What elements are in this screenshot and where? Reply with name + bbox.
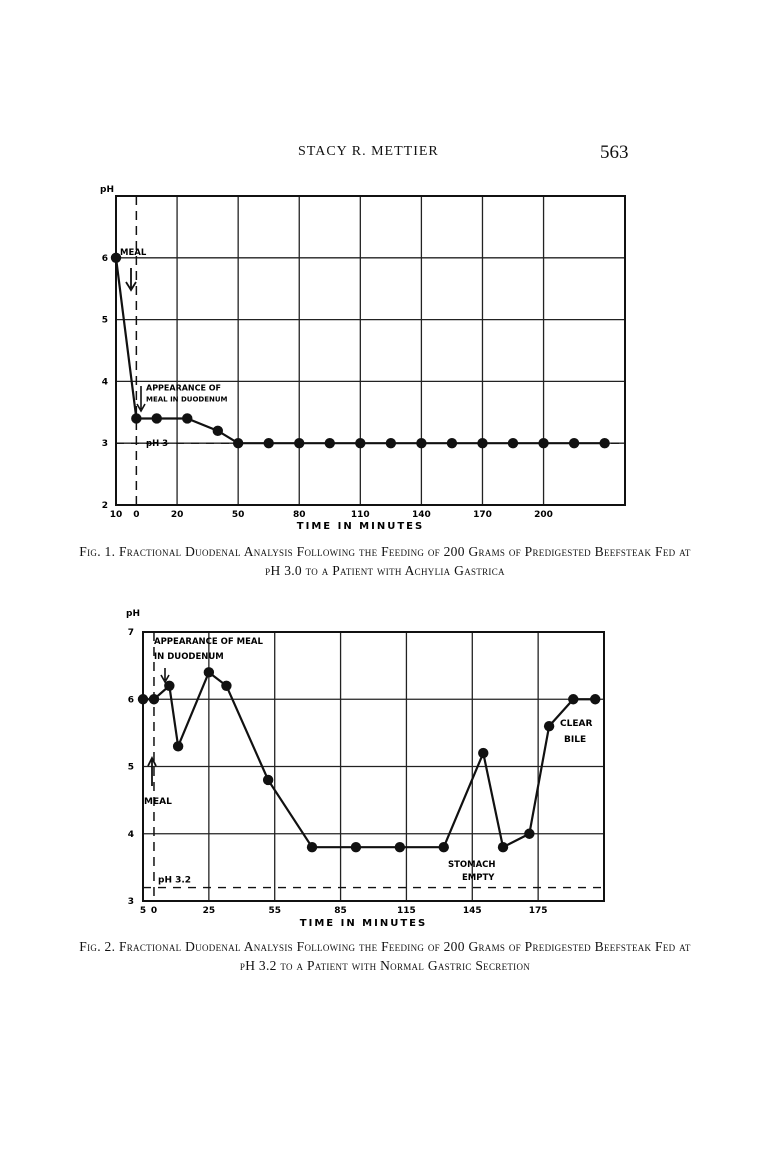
running-head xyxy=(0,142,767,166)
figure-1-y-tick-label: 5 xyxy=(101,315,108,326)
figure-2-annotation-bile: BILE xyxy=(564,735,587,746)
figure-1-data-point xyxy=(477,438,487,448)
figure-1-data-point xyxy=(294,438,304,448)
figure-2-appearance-arrow xyxy=(161,668,169,682)
figure-2-data-point xyxy=(590,694,600,704)
figure-2-annotation-appearance-line1: APPEARANCE OF MEAL xyxy=(154,637,263,647)
figure-1-y-tick-label: 2 xyxy=(101,501,108,511)
figure-1-data-point xyxy=(569,438,579,448)
figure-1-x-tick-label: 20 xyxy=(170,510,184,520)
running-head-author: STACY R. METTIER xyxy=(298,144,439,159)
figure-1-frame xyxy=(116,196,625,505)
figure-1-x-tick-label: 10 xyxy=(109,510,123,520)
figure-1-x-tick-label: 0 xyxy=(133,510,140,520)
figure-1-y-tick-label: 4 xyxy=(101,377,108,388)
figure-2-series-line xyxy=(143,672,595,847)
figure-1-chart xyxy=(0,180,767,532)
figure-1-x-tick-label: 50 xyxy=(231,510,245,520)
figure-2-y-tick-label: 3 xyxy=(127,897,134,907)
figure-2-x-tick-label: 5 xyxy=(139,906,147,916)
figure-2-y-axis-title: pH xyxy=(126,609,140,619)
figure-2-data-point xyxy=(568,694,578,704)
figure-2-data-point xyxy=(524,829,534,839)
figure-2-ref-label: pH 3.2 xyxy=(158,875,192,886)
figure-1-annotation-meal: MEAL xyxy=(120,247,147,258)
figure-2-chart xyxy=(0,608,767,938)
figure-1-annotation-appearance-line1: APPEARANCE OF xyxy=(146,383,222,393)
figure-1-x-tick-label: 170 xyxy=(473,510,492,520)
figure-1-frame-border xyxy=(116,196,625,505)
figure-2-y-tick-label: 6 xyxy=(127,695,134,706)
figure-2-x-tick-label: 115 xyxy=(397,906,416,916)
figure-1-grid xyxy=(116,196,625,505)
figure-1-data-point xyxy=(447,438,457,448)
figure-1-x-axis-title: TIME IN MINUTES xyxy=(296,521,425,532)
figure-1-x-tick-label: 110 xyxy=(350,510,370,520)
figure-2-annotation-empty: EMPTY xyxy=(462,873,495,884)
figure-2-meal-arrow xyxy=(148,758,156,786)
figure-1-x-tick-label: 140 xyxy=(412,510,431,520)
figure-2-annotation-clear: CLEAR xyxy=(560,719,593,730)
figure-1-appearance-arrow xyxy=(137,386,145,411)
figure-1-y-tick-label: 6 xyxy=(101,253,108,264)
figure-2-x-tick-label: 55 xyxy=(268,906,281,916)
figure-1-data-point xyxy=(182,413,192,423)
figure-1-meal-arrow xyxy=(126,268,136,290)
figure-1-y-tick-label: 3 xyxy=(101,439,108,450)
figure-2-data-point xyxy=(204,667,214,677)
figure-2-x-tick-label: 0 xyxy=(150,906,158,916)
figure-2-x-axis-title: TIME IN MINUTES xyxy=(299,918,428,929)
figure-1-data-point xyxy=(355,438,365,448)
figure-2-x-tick-label: 145 xyxy=(462,906,482,916)
page-number: 563 xyxy=(600,142,629,163)
figure-2-x-tick-label: 85 xyxy=(334,906,347,916)
figure-1-data-point xyxy=(508,438,518,448)
figure-2-y-tick-label: 7 xyxy=(127,628,134,638)
figure-2-data-point xyxy=(351,842,361,852)
figure-1-caption: Fig. 1. Fractional Duodenal Analysis Following the Feeding of 200 Grams of Predigested Beefsteak Fed at pH 3.0 to a Patient with Achylia Gastrica xyxy=(79,544,691,578)
figure-2-y-tick-label: 5 xyxy=(127,762,134,773)
figure-2-y-tick-label: 4 xyxy=(127,829,134,840)
figure-1-x-tick-label: 80 xyxy=(292,510,306,520)
figure-2-annotation-meal: MEAL xyxy=(144,797,172,807)
figure-1-ref-label: pH 3 xyxy=(146,439,169,450)
figure-2-data-point xyxy=(173,741,183,751)
figure-2-data-point xyxy=(138,694,148,704)
figure-2-data-point xyxy=(498,842,508,852)
figure-2-caption: Fig. 2. Fractional Duodenal Analysis Following the Feeding of 200 Grams of Predigested Beefsteak Fed at pH 3.2 to a Patient with Normal Gastric Secretion xyxy=(79,939,691,973)
figure-1-data-point xyxy=(152,413,162,423)
figure-1-data-point xyxy=(213,426,223,436)
figure-2-data-point xyxy=(263,775,273,785)
figure-1-data-point xyxy=(416,438,426,448)
figure-1-x-tick-label: 200 xyxy=(534,510,553,520)
figure-2-annotation-appearance-line2: IN DUODENUM xyxy=(154,652,224,662)
figure-1-data-point xyxy=(233,438,243,448)
figure-1-data-point xyxy=(386,438,396,448)
figure-2-data-point xyxy=(149,694,159,704)
figure-1-data-point xyxy=(538,438,548,448)
figure-2-x-tick-label: 175 xyxy=(528,906,548,916)
figure-1-data-point xyxy=(599,438,609,448)
figure-2-data-point xyxy=(439,842,449,852)
figure-1-data-point xyxy=(131,413,141,423)
figure-1-y-axis-title: pH xyxy=(100,185,114,195)
figure-1-annotation-appearance-line2: MEAL IN DUODENUM xyxy=(146,395,228,404)
figure-2-data-point xyxy=(544,721,554,731)
figure-2-data-point xyxy=(478,748,488,758)
figure-1-tick-labels xyxy=(100,185,553,532)
figure-2-data-point xyxy=(221,681,231,691)
figure-1-data-point xyxy=(264,438,274,448)
figure-1-data-point xyxy=(325,438,335,448)
figure-2-data-point xyxy=(395,842,405,852)
figure-2-annotation-stomach: STOMACH xyxy=(448,860,496,871)
figure-2-x-tick-label: 25 xyxy=(202,906,216,916)
figure-2-data-point xyxy=(307,842,317,852)
figure-2-marks xyxy=(138,667,601,852)
